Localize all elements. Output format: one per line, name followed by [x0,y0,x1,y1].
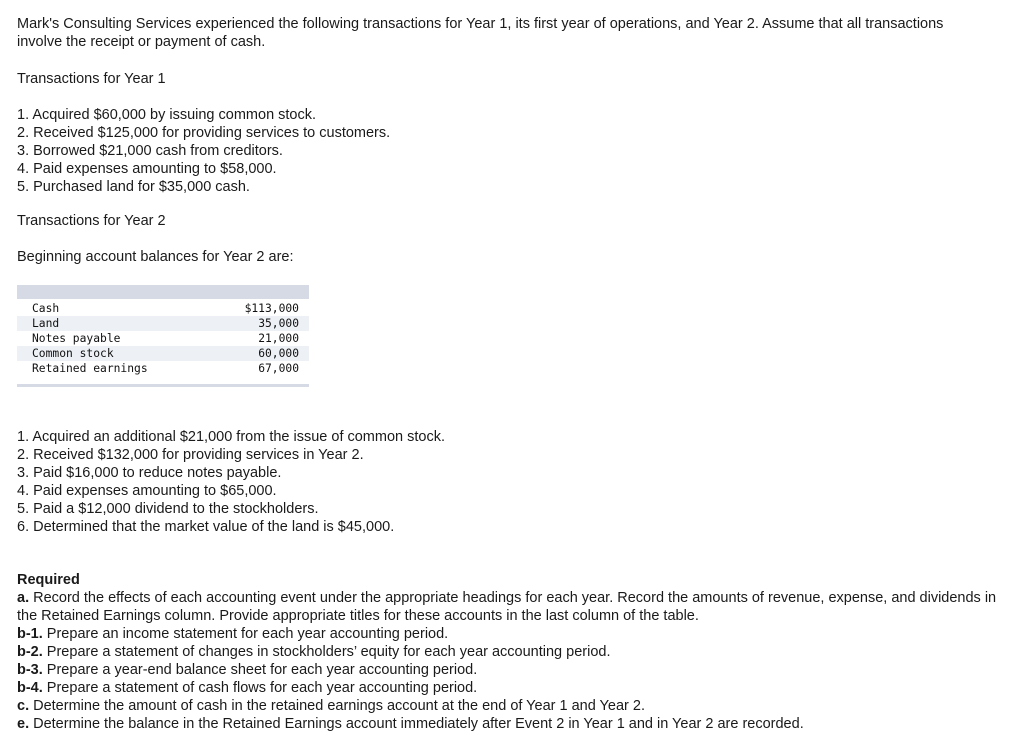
account-amount: 21,000 [258,332,299,345]
list-item: 4. Paid expenses amounting to $65,000. [17,483,277,499]
year1-heading: Transactions for Year 1 [17,71,166,87]
list-item: 5. Purchased land for $35,000 cash. [17,179,250,195]
intro-text: Mark's Consulting Services experienced the following transactions for Year 1, its first year of operations, and Year 2. Assume that all transactions involve the receipt or payment of cash. [17,16,944,50]
list-item: 1. Acquired $60,000 by issuing common stock. [17,107,317,123]
part-text: Prepare a statement of changes in stockholders’ equity for each year accounting period. [42,644,611,660]
part-label: c. [17,698,30,714]
year2-transaction-list [17,428,445,536]
list-item: 4. Paid expenses amounting to $58,000. [17,161,277,177]
required-part-b1 [17,625,1007,643]
list-item: 6. Determined that the market value of the land is $45,000. [17,519,395,535]
part-label: a. [17,590,30,606]
part-label: e. [17,716,30,732]
part-label: b-4. [17,680,43,696]
part-text: Prepare a statement of cash flows for each year accounting period. [42,680,478,696]
required-section [17,571,1007,733]
account-amount: 60,000 [258,347,299,360]
year1-transaction-list [17,106,390,196]
list-item: 1. Acquired an additional $21,000 from the issue of common stock. [17,429,445,445]
required-part-b3 [17,661,1007,679]
required-title: Required [17,572,80,588]
required-part-e [17,715,1007,733]
required-part-a [17,589,1007,625]
account-name: Cash [32,302,60,315]
part-text: Prepare an income statement for each year accounting period. [42,626,449,642]
year2-heading: Transactions for Year 2 [17,213,166,229]
balances-heading: Beginning account balances for Year 2 are: [17,249,294,265]
table-row [17,316,309,331]
required-part-b4 [17,679,1007,697]
part-label: b-3. [17,662,43,678]
table-row [17,301,309,316]
beginning-balances-table [17,285,309,387]
account-amount: $113,000 [244,302,299,315]
required-part-b2 [17,643,1007,661]
list-item: 2. Received $132,000 for providing services in Year 2. [17,447,364,463]
part-text: Prepare a year-end balance sheet for each year accounting period. [42,662,478,678]
account-amount: 35,000 [258,317,299,330]
account-name: Land [32,317,60,330]
table-row [17,361,309,376]
list-item: 3. Borrowed $21,000 cash from creditors. [17,143,283,159]
part-label: b-1. [17,626,43,642]
part-text: Determine the balance in the Retained Earnings account immediately after Event 2 in Year 1 and in Year 2 are recorded. [29,716,804,732]
account-name: Retained earnings [32,362,148,375]
account-name: Common stock [32,347,114,360]
part-label: b-2. [17,644,43,660]
table-row [17,331,309,346]
list-item: 3. Paid $16,000 to reduce notes payable. [17,465,282,481]
account-name: Notes payable [32,332,121,345]
list-item: 2. Received $125,000 for providing services to customers. [17,125,391,141]
part-text: Record the effects of each accounting event under the appropriate headings for each year. Record the amounts of revenue, expense, and dividends in the Retained Earnings column. Provide appropriate titles for these accounts in the last column of the table. [17,590,997,624]
part-text: Determine the amount of cash in the retained earnings account at the end of Year 1 and Year 2. [29,698,645,714]
table-row [17,346,309,361]
required-part-c [17,697,1007,715]
account-amount: 67,000 [258,362,299,375]
list-item: 5. Paid a $12,000 dividend to the stockholders. [17,501,319,517]
